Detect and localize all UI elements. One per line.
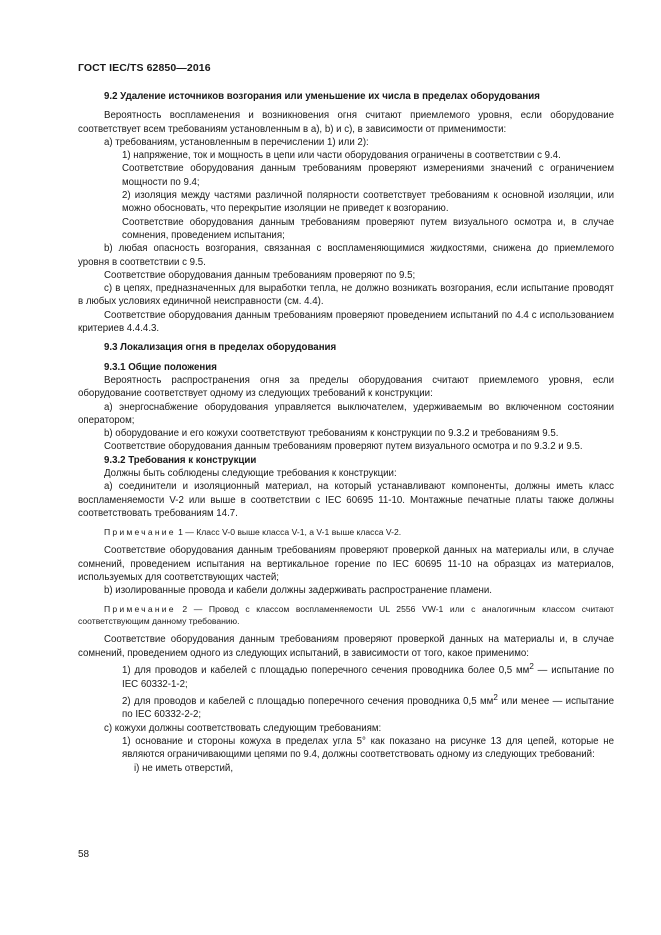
section-9-3-heading: 9.3 Локализация огня в пределах оборудования xyxy=(104,342,337,354)
item-text: 2) для проводов и кабелей с площадью поперечного сечения проводника 0,5 мм xyxy=(122,696,494,708)
list-item: i) не иметь отверстий, xyxy=(134,762,234,774)
list-item xyxy=(78,691,614,722)
page-number: 58 xyxy=(78,849,90,860)
item-text: 1) для проводов и кабелей с площадью поперечного сечения проводника более 0,5 мм xyxy=(122,665,530,677)
list-item: a) требованиям, установленным в перечислении 1) или 2): xyxy=(104,136,369,148)
list-item: 1) напряжение, ток и мощность в цепи или части оборудования ограничены в соответствии с 9.4. xyxy=(122,150,561,162)
item-text: или менее — испытание по IEC 60332-2-2; xyxy=(122,696,614,721)
compliance-text: Соответствие оборудования данным требованиям проверяют путем визуального осмотра и по 9.3.2 и 9.5. xyxy=(104,441,583,453)
note-text: 2 — Провод с классом воспламеняемости UL 2556 VW-1 или с аналогичным классом считают соответствующим данному требованию. xyxy=(78,604,614,627)
list-item: b) любая опасность возгорания, связанная с воспламеняющимися жидкостями, снижена до приемлемого уровня в соответствии с 9.5. xyxy=(78,243,614,268)
section-9-2-heading: 9.2 Удаление источников возгорания или уменьшение их числа в пределах оборудования xyxy=(104,91,540,102)
note-label: Примечание xyxy=(104,527,176,538)
note-text: 1 — Класс V-0 выше класса V-1, а V-1 выше класса V-2. xyxy=(178,527,402,538)
list-item: b) оборудование и его кожухи соответствуют требованиям к конструкции по 9.3.2 и требованиям 9.5. xyxy=(104,428,559,440)
list-item: 1) основание и стороны кожуха в пределах угла 5° как показано на рисунке 13 для цепей, которые не являются ограничивающими цепями по 9.4, должны соответствовать одному из следующих требований: xyxy=(122,735,614,761)
note-2 xyxy=(78,603,614,627)
list-item xyxy=(78,660,614,691)
compliance-text: Соответствие оборудования данным требованиям проверяют проверкой данных на материалы или, в случае сомнений, проведением испытания на вертикальное горение по IEC 60695 11-10 на образцах из материалов, используемых для соответствующих частей; xyxy=(78,545,614,583)
list-item: a) энергоснабжение оборудования управляется выключателем, удерживаемым во включенном состоянии оператором; xyxy=(78,401,614,426)
compliance-text: Соответствие оборудования данным требованиям проверяют проведением испытаний по 4.4 с использованием критериев 4.4.4.3. xyxy=(78,309,614,335)
paragraph: Вероятность воспламенения и возникновения огня считают приемлемого уровня, если оборудование соответствует всем требованиям установленным в a), b) и c), в зависимости от применимости: xyxy=(78,110,614,135)
list-item: c) в цепях, предназначенных для выработки тепла, не должно возникать возгорания, если испытание проводят в любых условиях единичной неисправности (см. 4.4). xyxy=(78,283,614,308)
compliance-text: Соответствие оборудования данным требованиям проверяют проверкой данных на материалы и, в случае сомнений, проведением одного из следующих испытаний, в зависимости от того, какое применимо: xyxy=(78,634,614,659)
compliance-text: Соответствие оборудования данным требованиям проверяют путем визуального осмотра и, в случае сомнения, проведением испытания; xyxy=(122,216,614,241)
paragraph: Должны быть соблюдены следующие требования к конструкции: xyxy=(104,468,397,480)
compliance-text: Соответствие оборудования данным требованиям проверяют измерениями значений с ограничением мощности по 9.4; xyxy=(122,163,614,188)
list-item: 2) изоляция между частями различной полярности соответствует требованиям к основной изоляции, или можно обосновать, что перекрытие изоляции не приведет к возгоранию. xyxy=(122,190,614,215)
note-label: Примечание xyxy=(104,604,176,615)
page-content xyxy=(78,90,614,775)
list-item: a) соединители и изоляционный материал, на который устанавливают компоненты, должны иметь класс воспламеняемости V-2 или выше в соответствии с IEC 60695 11-10. Монтажные печатные платы также должны соответствовать требованиям 14.7. xyxy=(78,481,614,519)
superscript: 2 xyxy=(493,692,498,702)
document-header: ГОСТ IEC/TS 62850—2016 xyxy=(78,62,211,74)
superscript: 2 xyxy=(529,661,534,671)
note-1 xyxy=(78,526,614,538)
paragraph: Вероятность распространения огня за пределы оборудования считают приемлемого уровня, если оборудование соответствует одному из следующих требований к конструкции: xyxy=(78,374,614,400)
compliance-text: Соответствие оборудования данным требованиям проверяют по 9.5; xyxy=(104,269,416,281)
list-item: c) кожухи должны соответствовать следующим требованиям: xyxy=(104,722,382,734)
list-item: b) изолированные провода и кабели должны задерживать распространение пламени. xyxy=(104,585,492,597)
item-text: — испытание по IEC 60332-1-2; xyxy=(122,665,614,690)
subsection-9-3-2-heading: 9.3.2 Требования к конструкции xyxy=(104,454,257,466)
subsection-9-3-1-heading: 9.3.1 Общие положения xyxy=(104,361,217,373)
